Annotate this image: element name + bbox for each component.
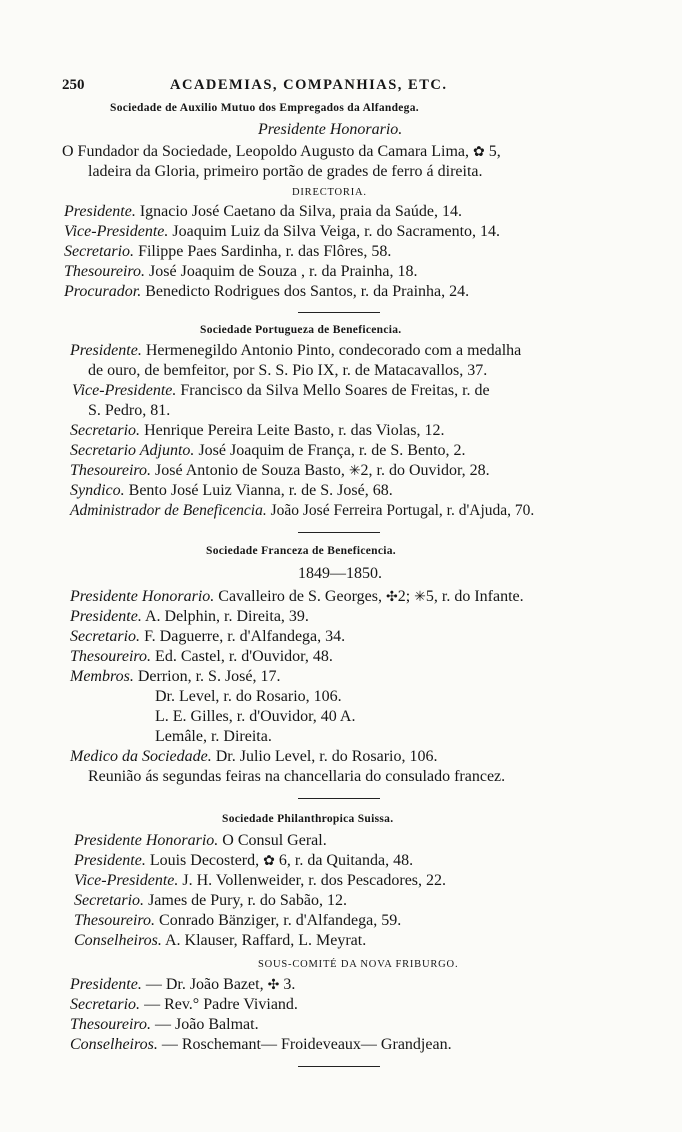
entry-role: Presidente. [70, 976, 142, 993]
entry-text: A. Delphin, r. Direita, 39. [144, 608, 309, 625]
rosette-icon: ✿ [473, 145, 485, 160]
entry [64, 282, 469, 302]
founder-line [62, 142, 501, 163]
entry [64, 202, 462, 222]
entry-role: Vice-Presidente. [74, 872, 179, 889]
entry-text: Bento José Luiz Vianna, r. de S. José, 68. [128, 482, 393, 499]
section-title: Sociedade Philanthropica Suissa. [222, 813, 394, 825]
entry-text: 6, r. da Quitanda, 48. [278, 852, 414, 869]
entry [70, 747, 438, 767]
entry-role: Thesoureiro. [70, 648, 152, 665]
entry-role: Secretario. [70, 628, 141, 645]
entry [64, 222, 500, 242]
entry-text: João José Ferreira Portugal, r. d'Ajuda, 70. [270, 502, 535, 519]
entry-text: 2; [397, 588, 411, 605]
entry [70, 607, 309, 627]
section-divider [298, 1066, 380, 1067]
section-note: Reunião ás segundas feiras na chancellaria do consulado francez. [88, 768, 506, 785]
entry [74, 871, 446, 891]
entry-role: Medico da Sociedade. [70, 748, 212, 765]
entry-text: Hermenegildo Antonio Pinto, condecorado com a medalha [145, 342, 522, 359]
entry-role: Thesoureiro. [64, 263, 146, 280]
entry-text: Louis Decosterd, [149, 852, 260, 869]
entry-continuation: S. Pedro, 81. [88, 402, 171, 419]
entry-text: F. Daguerre, r. d'Alfandega, 34. [144, 628, 346, 645]
entry-text: — Rev.° Padre Viviand. [144, 996, 298, 1013]
entry [74, 851, 413, 872]
entry [64, 242, 391, 262]
entry-text: 3. [283, 976, 296, 993]
entry [74, 931, 366, 951]
member-line: Lemâle, r. Direita. [155, 728, 272, 745]
entry-text: O Consul Geral. [222, 832, 327, 849]
entry-role: Presidente Honorario. [74, 832, 219, 849]
member-line: Dr. Level, r. do Rosario, 106. [155, 688, 342, 705]
entry [70, 647, 333, 667]
section-title: Sociedade de Auxilio Mutuo dos Empregados da Alfandega. [110, 102, 419, 114]
entry [70, 501, 534, 521]
star-icon: ✳ [348, 464, 361, 479]
entry-role: Conselheiros. [74, 932, 162, 949]
entry-role: Secretario. [70, 422, 141, 439]
rosette-icon: ✿ [263, 854, 275, 869]
entry-text: Henrique Pereira Leite Basto, r. das Violas, 12. [144, 422, 445, 439]
entry-continuation: de ouro, de bemfeitor, por S. S. Pio IX, r. de Matacavallos, 37. [88, 362, 488, 379]
entry-text: José Joaquim de França, r. de S. Bento, 2. [198, 442, 466, 459]
entry-role: Presidente. [64, 203, 136, 220]
entry [70, 627, 345, 647]
entry-text: José Antonio de Souza Basto, [155, 462, 345, 479]
founder-number: 5, [488, 143, 501, 160]
entry-text: Benedicto Rodrigues dos Santos, r. da Prainha, 24. [145, 283, 470, 300]
entry [70, 1035, 452, 1055]
entry [70, 587, 524, 608]
member-line: L. E. Gilles, r. d'Ouvidor, 40 A. [155, 708, 356, 725]
entry-text: Francisco da Silva Mello Soares de Freitas, r. de [180, 382, 490, 399]
entry [74, 911, 401, 931]
entry-text: — João Balmat. [155, 1016, 259, 1033]
entry-text: — Roschemant— Froideveaux— Grandjean. [161, 1036, 452, 1053]
entry-role: Vice-Presidente. [64, 223, 169, 240]
section-divider [298, 532, 380, 533]
entry [64, 262, 417, 282]
entry-role: Secretario. [70, 996, 141, 1013]
entry [70, 995, 298, 1015]
entry-text: Joaquim Luiz da Silva Veiga, r. do Sacramento, 14. [172, 223, 501, 240]
page-number: 250 [62, 77, 85, 93]
entry-text: 2, r. do Ouvidor, 28. [360, 462, 490, 479]
entry [70, 1015, 259, 1035]
entry-role: Vice-Presidente. [72, 382, 177, 399]
entry-role: Thesoureiro. [70, 1016, 152, 1033]
entry-text: A. Klauser, Raffard, L. Meyrat. [164, 932, 367, 949]
entry-text: José Joaquim de Souza , r. da Prainha, 18. [149, 263, 418, 280]
entry-role: Procurador. [64, 283, 142, 300]
entry [70, 975, 295, 996]
section-divider [298, 798, 380, 799]
entry-text: Filippe Paes Sardinha, r. das Flôres, 58. [138, 243, 392, 260]
entry-role: Membros. [70, 668, 134, 685]
section-subheading: DIRECTORIA. [292, 187, 367, 198]
entry-text: Ignacio José Caetano da Silva, praia da Saúde, 14. [139, 203, 462, 220]
entry-role: Presidente. [74, 852, 146, 869]
section-title: Sociedade Franceza de Beneficencia. [206, 545, 396, 557]
running-title: ACADEMIAS, COMPANHIAS, ETC. [170, 77, 448, 93]
entry [74, 831, 327, 851]
entry [70, 421, 445, 441]
cross-icon: ✣ [385, 590, 398, 605]
entry-role: Thesoureiro. [70, 462, 152, 479]
entry-text: 5, r. do Infante. [425, 588, 524, 605]
entry-role: Administrador de Beneficencia. [70, 502, 267, 519]
entry-text: — Dr. João Bazet, [145, 976, 264, 993]
entry-role: Secretario. [64, 243, 135, 260]
entry [70, 667, 281, 687]
founder-text: O Fundador da Sociedade, Leopoldo Augusto da Camara Lima, [62, 143, 470, 160]
founder-address: ladeira da Gloria, primeiro portão de grades de ferro á direita. [88, 163, 483, 180]
entry-role: Conselheiros. [70, 1036, 158, 1053]
entry-text: Dr. Julio Level, r. do Rosario, 106. [215, 748, 438, 765]
section-title: Sociedade Portugueza de Beneficencia. [200, 324, 402, 336]
entry-text: J. H. Vollenweider, r. dos Pescadores, 22. [182, 872, 447, 889]
entry-text: Derrion, r. S. José, 17. [137, 668, 281, 685]
subcommittee-heading: SOUS-COMITÉ DA NOVA FRIBURGO. [258, 959, 459, 970]
entry [70, 341, 630, 361]
section-subtitle: Presidente Honorario. [258, 121, 403, 138]
star-icon: ✳ [414, 590, 426, 605]
entry-role: Presidente. [70, 342, 142, 359]
section-divider [298, 312, 380, 313]
entry [70, 441, 466, 461]
entry [74, 891, 347, 911]
entry [70, 461, 490, 482]
entry-text: James de Pury, r. do Sabão, 12. [148, 892, 347, 909]
entry-role: Presidente. [70, 608, 142, 625]
entry-text: Ed. Castel, r. d'Ouvidor, 48. [155, 648, 333, 665]
entry-role: Presidente Honorario. [70, 588, 215, 605]
entry [70, 481, 393, 501]
entry-role: Secretario Adjunto. [70, 442, 195, 459]
entry-text: Conrado Bänziger, r. d'Alfandega, 59. [159, 912, 402, 929]
section-years: 1849—1850. [298, 565, 382, 582]
entry-role: Thesoureiro. [74, 912, 156, 929]
entry-role: Secretario. [74, 892, 145, 909]
entry-role: Syndico. [70, 482, 125, 499]
entry-text: Cavalleiro de S. Georges, [218, 588, 382, 605]
cross-icon: ✣ [267, 978, 280, 993]
entry [72, 381, 490, 401]
